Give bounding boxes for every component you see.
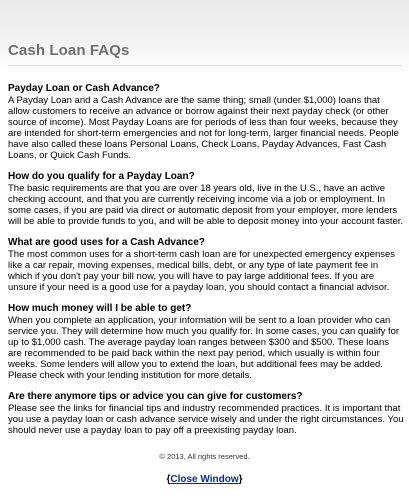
faq-answer: When you complete an application, your information will be sent to a loan provider who can service you. They will determine how much you qualify for. In some cases, you can qualify for up to $1,000 cash. The average payday loan ranges between $300 and $500. These loans are recommended to be paid back within the next pay period, which usually is within four weeks. Some lenders will allow you to extend the loan, but additional fees may be added. Please check with your lending institution for more details. <box>8 315 400 381</box>
faq-question: What are good uses for a Cash Advance? <box>8 237 205 248</box>
faq-question: How much money will I be able to get? <box>8 303 192 314</box>
close-window-area <box>0 474 409 485</box>
title-divider <box>8 65 402 66</box>
faq-question: How do you qualify for a Payday Loan? <box>8 171 195 182</box>
faq-question: Are there anymore tips or advice you can give for customers? <box>8 391 303 402</box>
faq-answer: A Payday Loan and a Cash Advance are the same thing; small (under $1,000) loans that allow customers to receive an advance or borrow against their next payday check (or other source of income). Most Payday Loans are for periods of less than four weeks, because they are intended for short-term emergencies and not for long-term, larger financial needs. People have also called these loans Personal Loans, Check Loans, Payday Advances, Fast Cash Loans, or Quick Cash Funds. <box>8 95 399 161</box>
close-window-link[interactable]: Close Window <box>170 474 239 485</box>
header-band <box>0 0 409 72</box>
faq-item <box>8 237 404 293</box>
faq-item <box>8 83 404 161</box>
open-brace: { <box>166 474 171 485</box>
faq-list <box>8 83 404 446</box>
faq-item <box>8 391 404 436</box>
faq-question: Payday Loan or Cash Advance? <box>8 83 160 94</box>
faq-item <box>8 171 404 227</box>
copyright-notice: © 2013, All rights reserved. <box>159 452 250 461</box>
faq-answer: The basic requirements are that you are over 18 years old, live in the U.S., have an active checking account, and that you are currently receiving income via a job or employment. In some cases, if you are paid via direct or automatic deposit from your employer, more lenders will be able to provide funds to you, and will be able to deposit money into your account faster. <box>8 183 404 227</box>
page-title: Cash Loan FAQs <box>8 42 130 59</box>
faq-answer: Please see the links for financial tips and industry recommended practices. It is important that you use a payday loan or cash advance service wisely and under the right circumstances. You should never use a payday loan to pay off a preexisting payday loan. <box>8 403 404 436</box>
faq-item <box>8 303 404 381</box>
faq-answer: The most common uses for a short-term cash loan are for unexpected emergency expenses like a car repair, moving expenses, medical bills, debt, or any type of late payment fee in which if you don't pay your bill now, you will have to pay large additional fees. If you are unsure if your need is a good use for a payday loan, you should contact a financial advisor. <box>8 249 396 293</box>
close-brace: } <box>238 474 243 485</box>
